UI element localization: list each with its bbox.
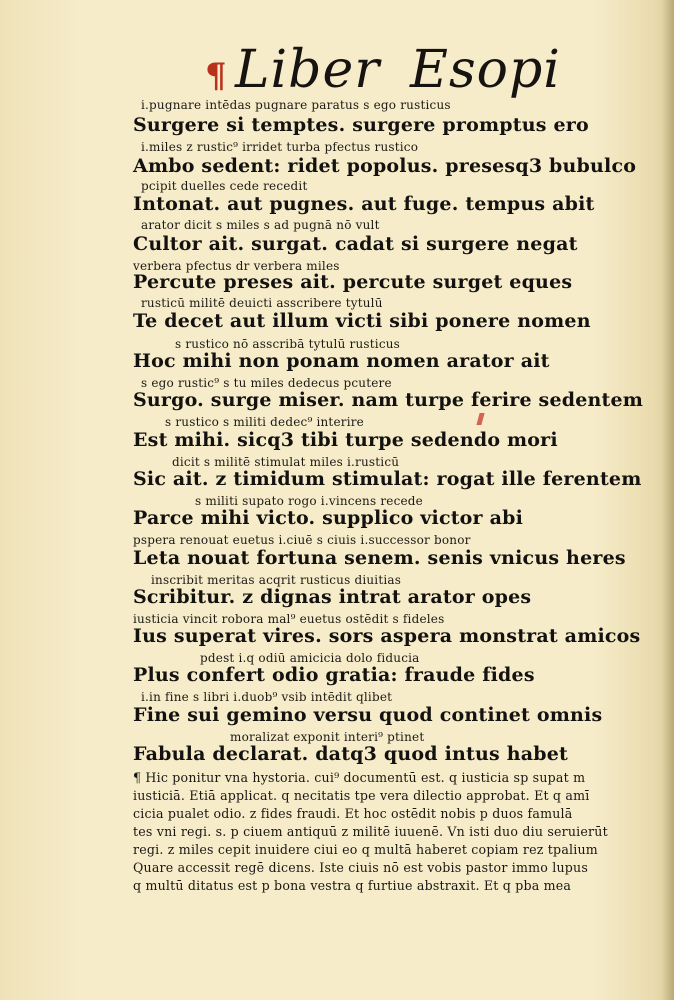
- verse-line: Surgere si temptes. surgere promptus ero: [133, 114, 589, 136]
- gloss-line: pcipit duelles cede recedit: [141, 179, 308, 193]
- gloss-line: arator dicit s miles s ad pugnā nō vult: [141, 218, 380, 232]
- gloss-line: s rustico nō asscribā tytulū rusticus: [175, 337, 401, 351]
- verse-line: Leta nouat fortuna senem. senis vnicus heres: [133, 547, 626, 569]
- gloss-line: s ego rustic⁹ s tu miles dedecus pcutere: [141, 376, 392, 390]
- page-edge: [662, 0, 674, 1000]
- gloss-line: iusticia vincit robora mal⁹ euetus ostēdit s fideles: [133, 612, 445, 626]
- gloss-line: pspera renouat euetus i.ciuē s ciuis i.successor bonor: [133, 533, 471, 547]
- commentary-line: q multū ditatus est p bona vestra q furtiue abstraxit. Et q pba mea: [133, 878, 572, 893]
- gloss-line: i.miles z rustic⁹ irridet turba pfectus rustico: [141, 140, 419, 154]
- verse-line: Scribitur. z dignas intrat arator opes: [133, 586, 532, 608]
- verse-line: Est mihi. sicq3 tibi turpe sedendo mori: [133, 429, 558, 451]
- verse-line: Fabula declarat. datq3 quod intus habet: [133, 743, 568, 765]
- gloss-line: pdest i.q odiū amicicia dolo fiducia: [200, 651, 420, 665]
- gloss-line: s rustico s militi dedec⁹ interire: [165, 415, 364, 429]
- title-word-esopi: Esopi: [410, 40, 561, 100]
- commentary-line: tes vni regi. s. p ciuem antiquū z militē iuuenē. Vn isti duo diu seruierūt: [133, 824, 608, 839]
- pilcrow-mark: ¶: [205, 56, 227, 96]
- page-header: [205, 40, 561, 100]
- commentary-line: iusticiā. Etiā applicat. q necitatis tpe vera dilectio approbat. Et q amī: [133, 788, 590, 803]
- verse-line: Hoc mihi non ponam nomen arator ait: [133, 350, 550, 372]
- verse-line: Ius superat vires. sors aspera monstrat amicos: [133, 625, 641, 647]
- verse-line: Ambo sedent: ridet popolus. presesq3 bubulco: [133, 155, 637, 177]
- verse-line: Fine sui gemino versu quod continet omnis: [133, 704, 603, 726]
- verse-line: Parce mihi victo. supplico victor abi: [133, 507, 523, 529]
- title-word-liber: Liber: [235, 40, 381, 100]
- verse-line: Surgo. surge miser. nam turpe ferire sedentem: [133, 389, 644, 411]
- verse-line: Te decet aut illum victi sibi ponere nomen: [133, 310, 591, 332]
- gloss-line: s militi supato rogo i.vincens recede: [195, 494, 423, 508]
- verse-line: Plus confert odio gratia: fraude fides: [133, 664, 535, 686]
- gloss-line: rusticū militē deuicti asscribere tytulū: [141, 296, 383, 310]
- commentary-line: ¶ Hic ponitur vna hystoria. cui⁹ documentū est. q iusticia sp supat m: [133, 770, 586, 785]
- commentary-line: Quare accessit regē dicens. Iste ciuis nō est vobis pastor immo lupus: [133, 860, 589, 875]
- gloss-line: i.pugnare intēdas pugnare paratus s ego rusticus: [141, 98, 451, 112]
- verse-line: Cultor ait. surgat. cadat si surgere negat: [133, 233, 578, 255]
- verse-line: Sic ait. z timidum stimulat: rogat ille ferentem: [133, 468, 642, 490]
- verse-line: Percute preses ait. percute surget eques: [133, 271, 573, 293]
- verse-line: Intonat. aut pugnes. aut fuge. tempus abit: [133, 193, 595, 215]
- gloss-line: verbera pfectus dr verbera miles: [133, 259, 340, 273]
- gloss-line: i.in fine s libri i.duob⁹ vsib intēdit qlibet: [141, 690, 393, 704]
- gloss-line: moralizat exponit interi⁹ ptinet: [230, 730, 425, 744]
- gloss-line: inscribit meritas acqrit rusticus diuitias: [151, 573, 402, 587]
- gloss-line: dicit s militē stimulat miles i.rusticū: [172, 455, 400, 469]
- commentary-line: regi. z miles cepit inuidere ciui eo q multā haberet copiam rez tpalium: [133, 842, 598, 857]
- commentary-line: cicia pualet odio. z fides fraudi. Et hoc ostēdit nobis p duos famulā: [133, 806, 573, 821]
